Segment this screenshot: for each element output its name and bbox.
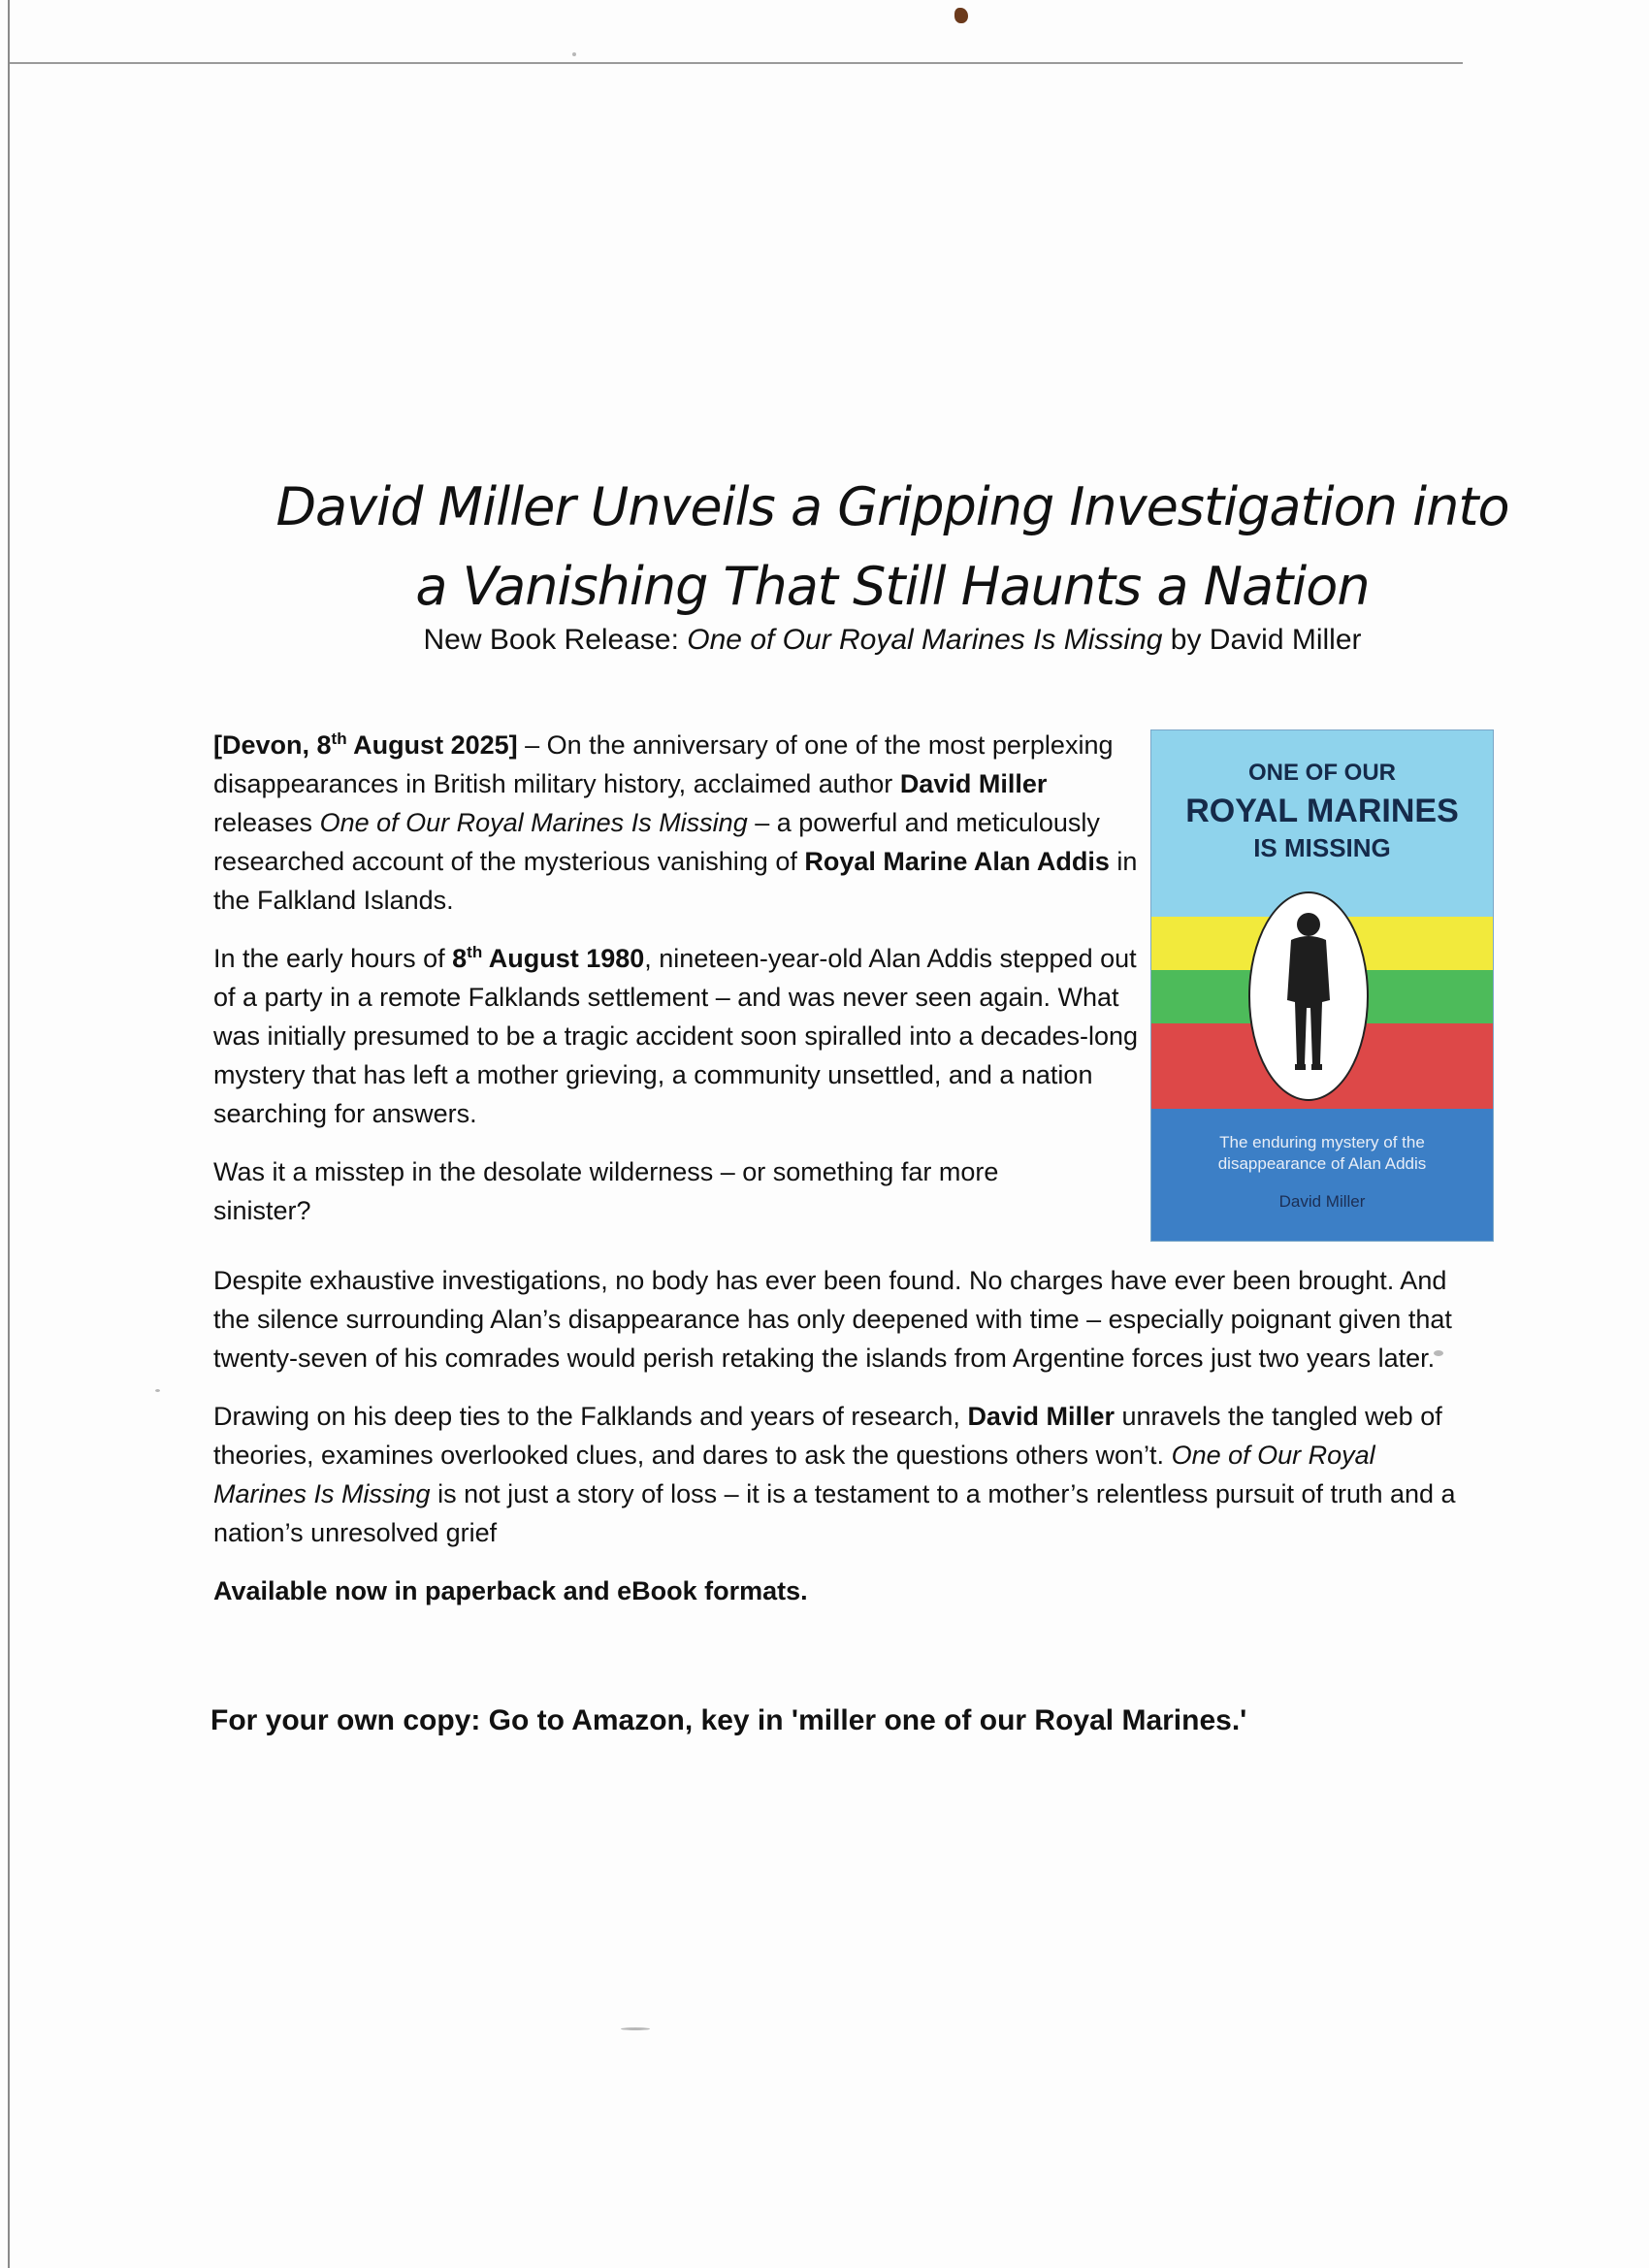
- subhead-suffix: by David Miller: [1162, 624, 1362, 656]
- p5-book-title: One of Our Royal Marines Is Missing: [213, 1441, 1375, 1508]
- dateline-rest: August 2025]: [346, 730, 518, 760]
- p2-date-day: 8: [452, 944, 468, 973]
- p1-text-c: – a powerful and meticulously researched account of the mysterious vanishing of: [213, 808, 1100, 876]
- book-cover-image: [1150, 729, 1494, 1242]
- body-continued: [213, 1261, 1474, 1630]
- dateline-day: [Devon, 8: [213, 730, 332, 760]
- cover-title-line-3: IS MISSING: [1253, 833, 1391, 862]
- p5-text-b: unravels the tangled web of theories, examines overlooked clues, and dares to ask the questions others won’t.: [213, 1402, 1442, 1470]
- p2-text-b: , nineteen-year-old Alan Addis stepped out of a party in a remote Falklands settlement – and was never seen again. What was initially presumed to be a tragic accident soon spiralled into a decades-long mystery that has left a mother grieving, a community unsettled, and a nation searching for answers.: [213, 944, 1139, 1128]
- cover-tagline-line-2: disappearance of Alan Addis: [1217, 1154, 1427, 1173]
- headline-line-1: David Miller Unveils a Gripping Investigation into: [275, 476, 1509, 537]
- cover-author: David Miller: [1278, 1192, 1366, 1211]
- page-frame-top-line: [8, 62, 1463, 64]
- p5-text-c: is not just a story of loss – it is a testament to a mother’s relentless pursuit of truth and a nation’s unresolved grief: [213, 1479, 1456, 1547]
- cover-title-line-1: ONE OF OUR: [1247, 760, 1396, 786]
- p1-text-b: releases: [213, 808, 320, 837]
- intro-column: [213, 726, 1145, 1249]
- p2-date-ordinal: th: [467, 943, 483, 961]
- page-frame-left-line: [8, 0, 10, 2268]
- subheading: [146, 621, 1639, 660]
- scan-speck: [621, 2027, 650, 2030]
- staple-mark: [954, 8, 968, 23]
- paragraph-4: Despite exhaustive investigations, no body has ever been found. No charges have ever been brought. And the silence surrounding Alan’s disappearance has only deepened with time – especially poignant given that twenty-seven of his comrades would perish retaking the islands from Argentine forces just two years later.: [213, 1266, 1452, 1373]
- scan-speck: [155, 1389, 160, 1392]
- p2-text-a: In the early hours of: [213, 944, 453, 973]
- cover-portrait-oval: [1248, 891, 1369, 1101]
- scan-speck: [572, 52, 576, 56]
- p5-author: David Miller: [967, 1402, 1115, 1431]
- subhead-book-title: One of Our Royal Marines Is Missing: [687, 624, 1163, 656]
- paragraph-3: Was it a misstep in the desolate wilderness – or something far more sinister?: [213, 1157, 999, 1225]
- p1-subject: Royal Marine Alan Addis: [804, 847, 1110, 876]
- cover-tagline: [1151, 1132, 1493, 1175]
- p1-text-a: – On the anniversary of one of the most perplexing disappearances in British military history, acclaimed author: [213, 730, 1114, 798]
- dateline-ordinal: th: [331, 729, 347, 748]
- p2-date: [452, 944, 644, 973]
- press-release-headline: [146, 468, 1639, 627]
- cover-title: [1151, 758, 1493, 862]
- paragraph-2: [213, 939, 1145, 1133]
- dateline: [213, 730, 518, 760]
- p1-author: David Miller: [899, 769, 1048, 798]
- subhead-prefix: New Book Release:: [423, 624, 688, 656]
- p1-text-d: in the Falkland Islands.: [213, 847, 1138, 915]
- p2-date-rest: August 1980: [482, 944, 645, 973]
- paragraph-1: [213, 726, 1145, 920]
- paragraph-5: [213, 1397, 1474, 1552]
- purchase-instructions: For your own copy: Go to Amazon, key in 'miller one of our Royal Marines.': [210, 1704, 1247, 1736]
- cover-tagline-line-1: The enduring mystery of the: [1219, 1133, 1425, 1151]
- p1-book-title: One of Our Royal Marines Is Missing: [319, 808, 748, 837]
- cover-title-line-2: ROYAL MARINES: [1185, 793, 1459, 829]
- availability-note: Available now in paperback and eBook formats.: [213, 1576, 808, 1605]
- cover-blue-band: [1151, 1109, 1493, 1241]
- headline-line-2: a Vanishing That Still Haunts a Nation: [415, 556, 1370, 617]
- marine-figure-icon: [1250, 893, 1367, 1099]
- p5-text-a: Drawing on his deep ties to the Falklands and years of research,: [213, 1402, 968, 1431]
